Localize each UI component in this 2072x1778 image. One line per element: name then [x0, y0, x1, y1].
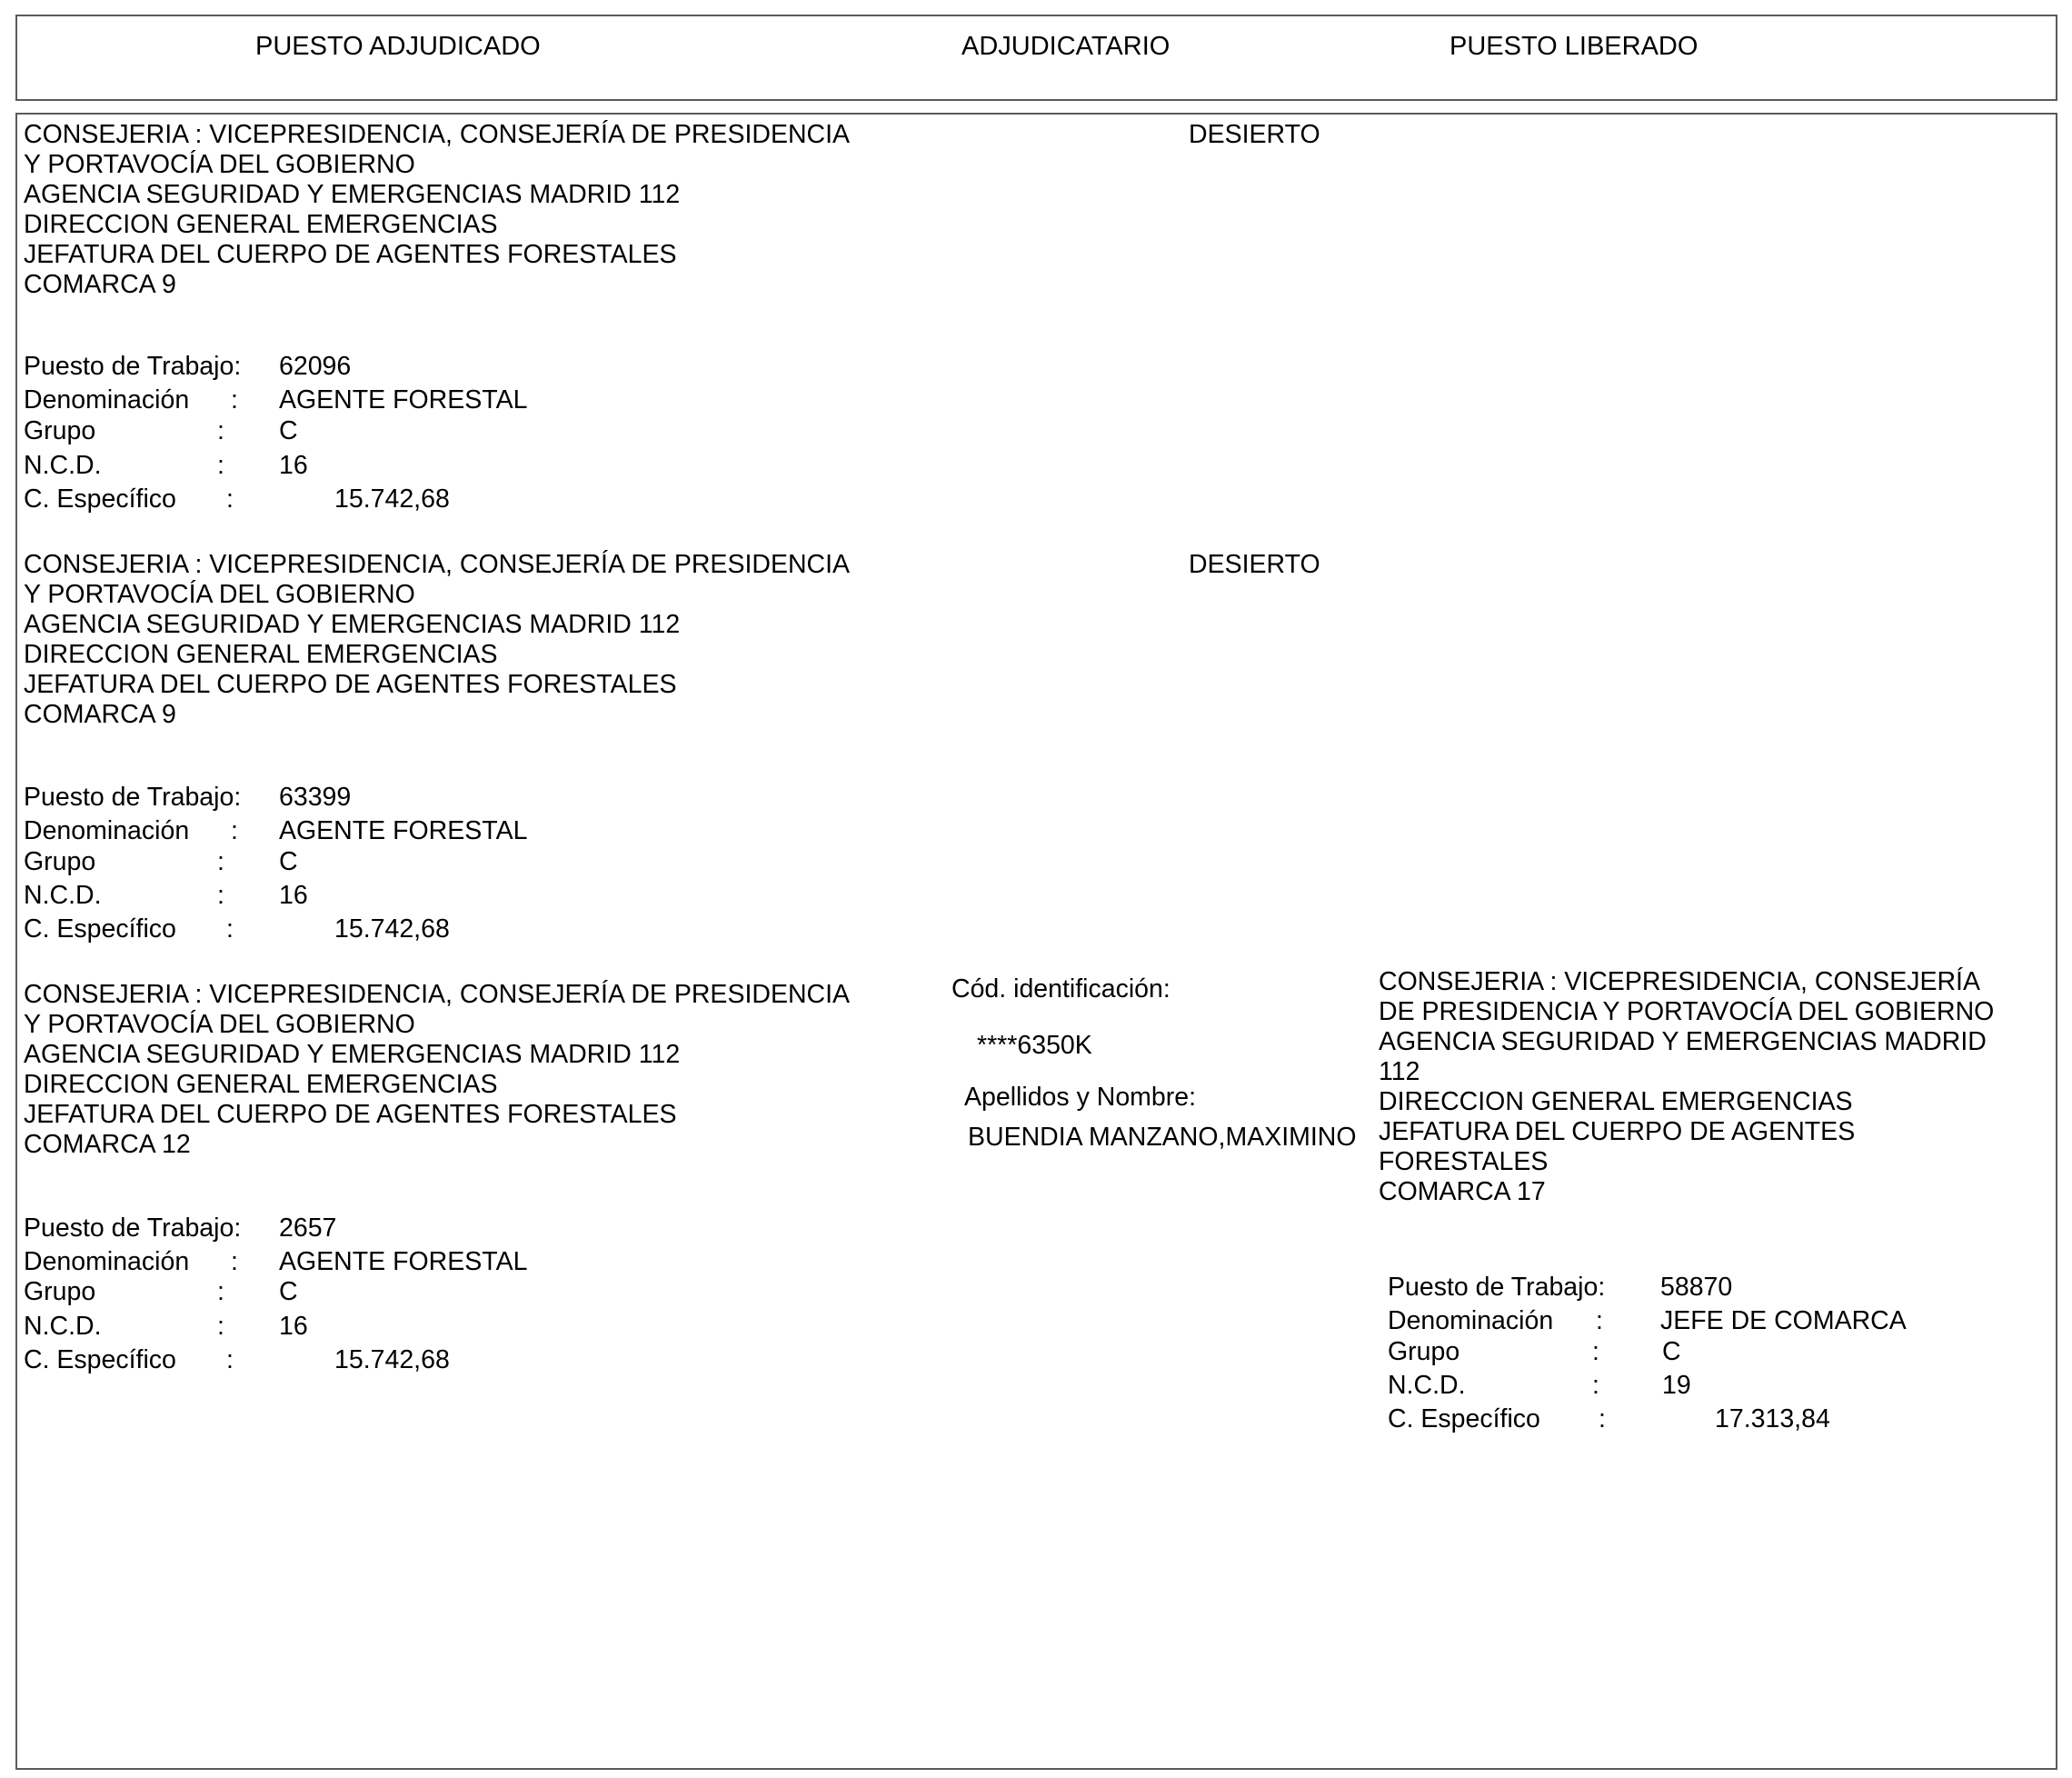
- agencia-line: AGENCIA SEGURIDAD Y EMERGENCIAS MADRID 112: [24, 1040, 681, 1069]
- jefatura-line: JEFATURA DEL CUERPO DE AGENTES FORESTALES: [24, 670, 677, 699]
- liberado-line: JEFATURA DEL CUERPO DE AGENTES: [1379, 1117, 1856, 1146]
- liberado-line: AGENCIA SEGURIDAD Y EMERGENCIAS MADRID: [1379, 1027, 1987, 1056]
- liberado-line: CONSEJERIA : VICEPRESIDENCIA, CONSEJERÍA: [1379, 967, 1980, 996]
- colon: :: [217, 847, 224, 876]
- value-c-especifico: 15.742,68: [334, 484, 450, 514]
- label-c-especifico: C. Específico: [24, 914, 176, 944]
- entry-1-adjudicatario: DESIERTO: [1189, 120, 1320, 149]
- jefatura-line: JEFATURA DEL CUERPO DE AGENTES FORESTALES: [24, 1100, 677, 1129]
- label-grupo: Grupo: [1388, 1337, 1460, 1366]
- colon: :: [1599, 1404, 1606, 1433]
- value-denominacion: AGENTE FORESTAL: [279, 1247, 528, 1276]
- colon: :: [1592, 1337, 1599, 1366]
- label-puesto-trabajo: Puesto de Trabajo:: [1388, 1273, 1606, 1302]
- value-puesto-trabajo: 2657: [279, 1214, 337, 1243]
- colon: :: [226, 484, 234, 514]
- colon: :: [1596, 1306, 1603, 1335]
- colon: :: [217, 416, 224, 445]
- entry-1-organizacion: [24, 120, 850, 300]
- label-denominacion: Denominación: [24, 816, 190, 845]
- entry-2-organizacion: [24, 550, 850, 730]
- colon: :: [217, 881, 224, 910]
- consejeria-line: CONSEJERIA : VICEPRESIDENCIA, CONSEJERÍA DE PRESIDENCIA: [24, 120, 851, 149]
- value-ncd: 16: [279, 1312, 308, 1341]
- liberado-line: COMARCA 17: [1379, 1177, 1546, 1206]
- label-denominacion: Denominación: [24, 1247, 190, 1276]
- label-denominacion: Denominación: [24, 385, 190, 415]
- label-puesto-trabajo: Puesto de Trabajo:: [24, 352, 242, 381]
- colon: :: [217, 1312, 224, 1341]
- agencia-line: AGENCIA SEGURIDAD Y EMERGENCIAS MADRID 112: [24, 610, 681, 639]
- liberado-line: 112: [1379, 1057, 1420, 1086]
- value-c-especifico: 15.742,68: [334, 914, 450, 944]
- direccion-line: DIRECCION GENERAL EMERGENCIAS: [24, 640, 498, 669]
- consejeria-line: Y PORTAVOCÍA DEL GOBIERNO: [24, 580, 415, 609]
- colon: :: [231, 1247, 238, 1276]
- label-apellidos-nombre: Apellidos y Nombre:: [964, 1083, 1197, 1112]
- consejeria-line: Y PORTAVOCÍA DEL GOBIERNO: [24, 150, 415, 179]
- colon: :: [226, 914, 234, 944]
- value-denominacion: AGENTE FORESTAL: [279, 816, 528, 845]
- comarca-line: COMARCA 9: [24, 270, 176, 299]
- label-denominacion: Denominación: [1388, 1306, 1554, 1335]
- label-grupo: Grupo: [24, 847, 96, 876]
- jefatura-line: JEFATURA DEL CUERPO DE AGENTES FORESTALES: [24, 240, 677, 269]
- label-puesto-trabajo: Puesto de Trabajo:: [24, 1214, 242, 1243]
- direccion-line: DIRECCION GENERAL EMERGENCIAS: [24, 1070, 498, 1099]
- label-ncd: N.C.D.: [24, 451, 102, 480]
- direccion-line: DIRECCION GENERAL EMERGENCIAS: [24, 210, 498, 239]
- colon: :: [1592, 1371, 1599, 1400]
- header-adjudicatario: ADJUDICATARIO: [961, 32, 1170, 61]
- label-puesto-trabajo: Puesto de Trabajo:: [24, 783, 242, 812]
- agencia-line: AGENCIA SEGURIDAD Y EMERGENCIAS MADRID 112: [24, 180, 681, 209]
- label-c-especifico: C. Específico: [1388, 1404, 1540, 1433]
- liberado-line: FORESTALES: [1379, 1147, 1549, 1176]
- label-ncd: N.C.D.: [24, 881, 102, 910]
- value-puesto-trabajo: 63399: [279, 783, 352, 812]
- value-ncd: 16: [279, 881, 308, 910]
- value-grupo: C: [279, 847, 298, 876]
- consejeria-line: CONSEJERIA : VICEPRESIDENCIA, CONSEJERÍA DE PRESIDENCIA: [24, 550, 851, 579]
- label-ncd: N.C.D.: [1388, 1371, 1466, 1400]
- comarca-line: COMARCA 9: [24, 700, 176, 729]
- consejeria-line: Y PORTAVOCÍA DEL GOBIERNO: [24, 1010, 415, 1039]
- header-puesto-adjudicado: PUESTO ADJUDICADO: [255, 32, 541, 61]
- label-c-especifico: C. Específico: [24, 484, 176, 514]
- value-c-especifico: 15.742,68: [334, 1345, 450, 1374]
- label-grupo: Grupo: [24, 1277, 96, 1306]
- value-denominacion: AGENTE FORESTAL: [279, 385, 528, 415]
- colon: :: [217, 451, 224, 480]
- entry-2-adjudicatario: DESIERTO: [1189, 550, 1320, 579]
- liberado-organizacion: [1379, 967, 1994, 1207]
- value-ncd: 16: [279, 451, 308, 480]
- label-c-especifico: C. Específico: [24, 1345, 176, 1374]
- entry-3-organizacion: [24, 980, 850, 1160]
- value-c-especifico: 17.313,84: [1715, 1404, 1830, 1433]
- value-grupo: C: [1662, 1337, 1681, 1366]
- liberado-line: DE PRESIDENCIA Y PORTAVOCÍA DEL GOBIERNO: [1379, 997, 1995, 1026]
- consejeria-line: CONSEJERIA : VICEPRESIDENCIA, CONSEJERÍA DE PRESIDENCIA: [24, 980, 851, 1009]
- liberado-line: DIRECCION GENERAL EMERGENCIAS: [1379, 1087, 1853, 1116]
- colon: :: [217, 1277, 224, 1306]
- comarca-line: COMARCA 12: [24, 1130, 191, 1159]
- value-cod-identificacion: ****6350K: [977, 1031, 1092, 1060]
- colon: :: [231, 816, 238, 845]
- label-ncd: N.C.D.: [24, 1312, 102, 1341]
- value-denominacion: JEFE DE COMARCA: [1660, 1306, 1907, 1335]
- colon: :: [226, 1345, 234, 1374]
- label-cod-identificacion: Cód. identificación:: [951, 974, 1170, 1004]
- header-puesto-liberado: PUESTO LIBERADO: [1449, 32, 1698, 61]
- value-grupo: C: [279, 1277, 298, 1306]
- colon: :: [231, 385, 238, 415]
- value-puesto-trabajo: 58870: [1660, 1273, 1733, 1302]
- value-grupo: C: [279, 416, 298, 445]
- label-grupo: Grupo: [24, 416, 96, 445]
- value-puesto-trabajo: 62096: [279, 352, 352, 381]
- value-ncd: 19: [1662, 1371, 1691, 1400]
- value-apellidos-nombre: BUENDIA MANZANO,MAXIMINO: [968, 1123, 1357, 1152]
